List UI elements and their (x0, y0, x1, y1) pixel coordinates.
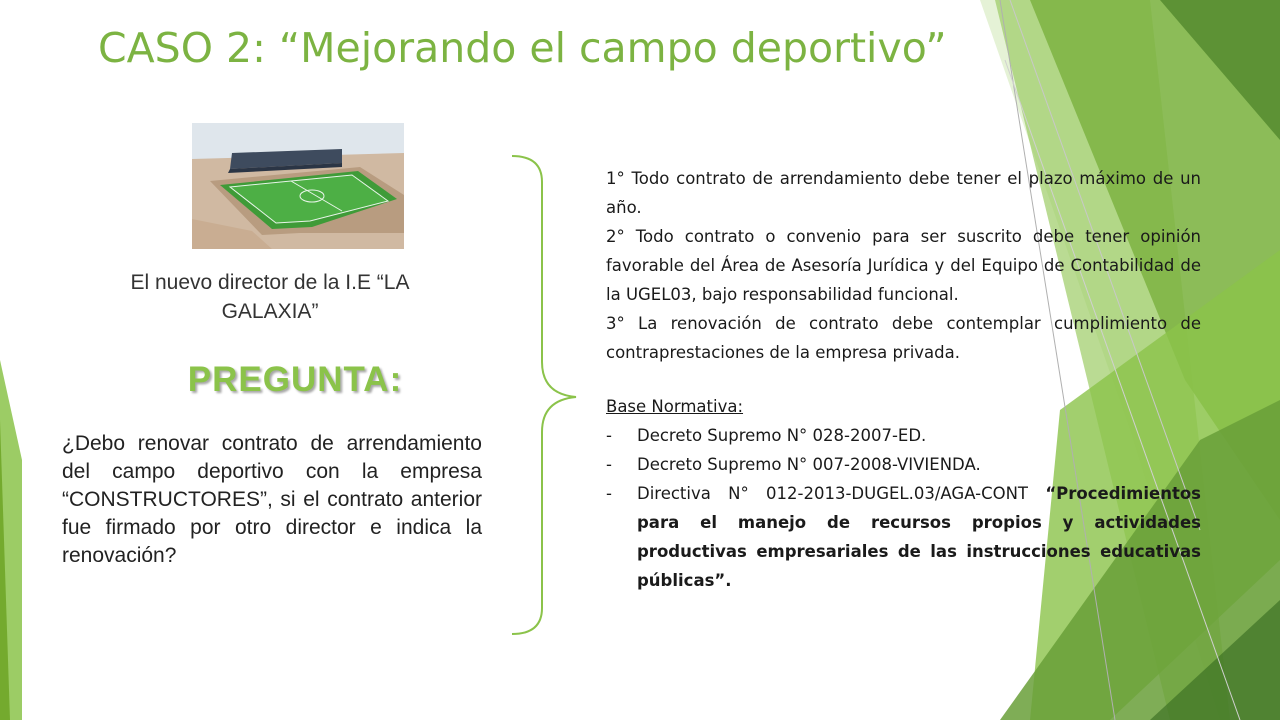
directive-title-quote: “Procedimientos para el manejo de recursos propios y actividades productivas empresariales de las instrucciones educativas públicas” (637, 484, 1201, 590)
rule-1: 1° Todo contrato de arrendamiento debe tener el plazo máximo de un año. (606, 169, 1201, 217)
slide-title: CASO 2: “Mejorando el campo deportivo” (98, 24, 947, 72)
rule-3: 3° La renovación de contrato debe contemplar cumplimiento de contraprestaciones de la empresa privada. (606, 314, 1201, 362)
list-item-tail: . (725, 571, 732, 590)
list-item (606, 450, 1201, 479)
list-item-text: Decreto Supremo N° 007-2008-VIVIENDA. (637, 455, 981, 474)
dash-marker: - (606, 484, 612, 503)
question-heading: PREGUNTA: (187, 360, 403, 399)
sports-field-image (192, 123, 404, 249)
dash-marker: - (606, 426, 612, 445)
list-item-text: Directiva N° 012-2013-DUGEL.03/AGA-CONT (637, 484, 1046, 503)
list-item-text: Decreto Supremo N° 028-2007-ED. (637, 426, 927, 445)
rule-2: 2° Todo contrato o convenio para ser suscrito debe tener opinión favorable del Área de Asesoría Jurídica y del Equipo de Contabilidad de la UGEL03, bajo responsabilidad funcional. (606, 227, 1201, 304)
list-item (606, 479, 1201, 595)
list-item (606, 421, 1201, 450)
base-normativa-title: Base Normativa: (606, 397, 744, 416)
dash-marker: - (606, 455, 612, 474)
rules-panel (606, 164, 1201, 595)
curly-bracket-icon (510, 152, 590, 642)
director-caption: El nuevo director de la I.E “LA GALAXIA” (130, 271, 410, 323)
base-normativa-list (606, 421, 1201, 595)
question-text: ¿Debo renovar contrato de arrendamiento del campo deportivo con la empresa “CONSTRUCTORES”, si el contrato anterior fue firmado por otro director e indica la renovación? (62, 432, 482, 567)
